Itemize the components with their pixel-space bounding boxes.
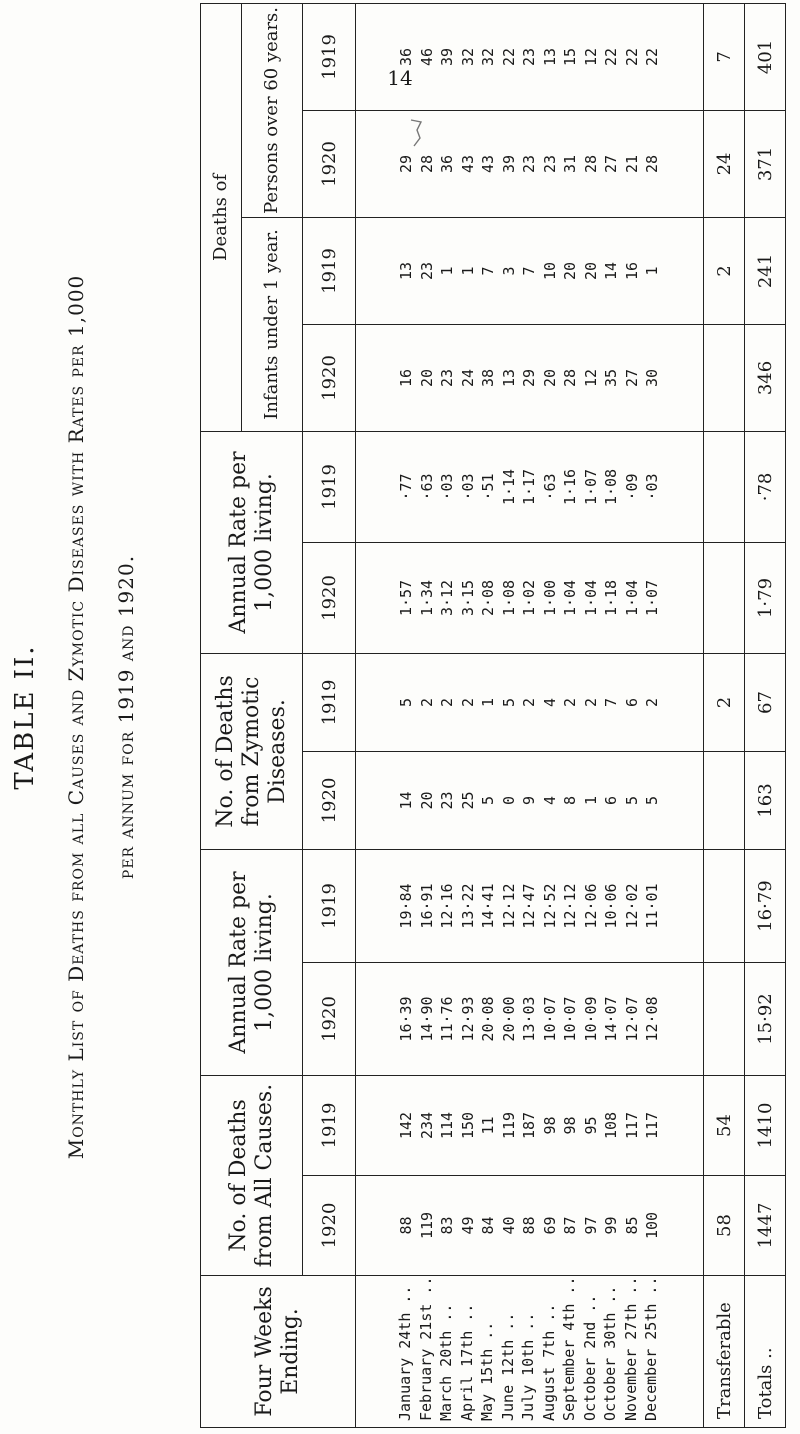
- infants-header: Infants under 1 year.: [242, 217, 303, 431]
- year-header: 1920: [303, 1176, 356, 1276]
- table-cell: 95: [581, 1116, 600, 1135]
- rate-1919-column: [356, 849, 704, 962]
- year-header: 1920: [303, 963, 356, 1076]
- table-cell: ·03: [458, 473, 477, 501]
- table-cell: 43: [458, 154, 477, 173]
- table-cell: 114: [438, 1111, 457, 1140]
- table-title: Monthly List of Deaths from all Causes and Zymotic Diseases with Rates per 1,000: [64, 274, 88, 1160]
- table-cell: 5: [622, 795, 641, 805]
- totals-over60-1919: 401: [745, 3, 786, 110]
- table-cell: 31: [561, 154, 580, 173]
- table-cell: 46: [417, 47, 436, 66]
- table-cell: 1: [458, 266, 477, 276]
- year-header: 1920: [303, 751, 356, 849]
- table-label: TABLE II.: [10, 644, 40, 790]
- table-cell: December 25th ..: [642, 1276, 661, 1421]
- table-cell: 29: [520, 368, 539, 387]
- table-cell: 14·41: [479, 883, 498, 929]
- table-cell: 3: [499, 266, 518, 276]
- table-cell: 12·52: [540, 883, 559, 929]
- table-cell: 12·93: [458, 996, 477, 1042]
- table-cell: 10·07: [540, 996, 559, 1042]
- year-header: 1919: [303, 1076, 356, 1176]
- table-cell: 15: [561, 47, 580, 66]
- table-cell: ·63: [540, 473, 559, 501]
- table-cell: 10: [540, 261, 559, 280]
- table-cell: 6: [622, 697, 641, 707]
- transferable-over60-1920: 24: [704, 110, 745, 217]
- transferable-rate-1920: [704, 963, 745, 1076]
- table-cell: 9: [520, 795, 539, 805]
- table-cell: 99: [602, 1216, 621, 1235]
- table-cell: July 10th ..: [519, 1312, 538, 1421]
- table-cell: 28: [581, 154, 600, 173]
- table-cell: 32: [458, 47, 477, 66]
- table-cell: 23: [540, 154, 559, 173]
- table-cell: 29: [397, 154, 416, 173]
- table-cell: 88: [397, 1216, 416, 1235]
- table-cell: 23: [417, 261, 436, 280]
- table-cell: 4: [540, 795, 559, 805]
- table-cell: 1·34: [417, 579, 436, 617]
- table-cell: 5: [499, 697, 518, 707]
- totals-rate-1919: 16·79: [745, 849, 786, 962]
- totals-zymrate-1919: ·78: [745, 431, 786, 542]
- table-cell: 24: [458, 368, 477, 387]
- table-cell: 20: [417, 368, 436, 387]
- table-cell: 14: [397, 791, 416, 810]
- table-cell: 10·06: [602, 883, 621, 929]
- totals-all-1920: 1447: [745, 1176, 786, 1276]
- table-cell: 100: [643, 1211, 662, 1240]
- table-cell: 1: [643, 266, 662, 276]
- table-cell: 32: [479, 47, 498, 66]
- table-cell: 1·07: [643, 579, 662, 617]
- table-cell: August 7th ..: [539, 1303, 558, 1421]
- year-header: 1919: [303, 3, 356, 110]
- table-cell: 1·02: [520, 579, 539, 617]
- table-cell: 97: [581, 1216, 600, 1235]
- table-cell: 49: [458, 1216, 477, 1235]
- all-causes-rate-header: Annual Rate per 1,000 living.: [201, 849, 303, 1075]
- table-cell: 1·04: [622, 579, 641, 617]
- zymotic-rate-1920-column: [356, 542, 704, 653]
- table-cell: February 21st ..: [416, 1276, 435, 1421]
- transferable-rate-1919: [704, 849, 745, 962]
- totals-zymrate-1920: 1·79: [745, 542, 786, 653]
- period-header: Four Weeks Ending.: [201, 1276, 356, 1428]
- table-cell: 14·90: [417, 996, 436, 1042]
- table-cell: 1·07: [581, 468, 600, 506]
- all-1919-column: [356, 1076, 704, 1176]
- table-cell: 1: [479, 697, 498, 707]
- table-cell: 12·16: [438, 883, 457, 929]
- table-cell: 0: [499, 795, 518, 805]
- table-cell: 40: [499, 1216, 518, 1235]
- page-number: 14: [387, 66, 413, 90]
- table-cell: 10·07: [561, 996, 580, 1042]
- totals-zymotic-1919: 67: [745, 653, 786, 751]
- table-cell: 12·12: [499, 883, 518, 929]
- rate-1920-column: [356, 963, 704, 1076]
- table-cell: 19·84: [397, 883, 416, 929]
- table-cell: 35: [602, 368, 621, 387]
- over60-1919-column: [356, 3, 704, 110]
- table-cell: 85: [622, 1216, 641, 1235]
- table-cell: 27: [602, 154, 621, 173]
- table-cell: 2: [581, 697, 600, 707]
- year-header: 1919: [303, 849, 356, 962]
- totals-over60-1920: 371: [745, 110, 786, 217]
- all-1920-column: [356, 1176, 704, 1276]
- table-cell: 30: [643, 368, 662, 387]
- totals-zymotic-1920: 163: [745, 751, 786, 849]
- table-cell: ·63: [417, 473, 436, 501]
- table-cell: May 15th ..: [478, 1321, 497, 1421]
- table-cell: 23: [438, 791, 457, 810]
- table-cell: 2: [417, 697, 436, 707]
- table-cell: 13·22: [458, 883, 477, 929]
- table-cell: 7: [602, 697, 621, 707]
- table-cell: October 30th ..: [601, 1285, 620, 1421]
- table-cell: 28: [643, 154, 662, 173]
- table-cell: 28: [561, 368, 580, 387]
- table-cell: 7: [479, 266, 498, 276]
- table-cell: 38: [479, 368, 498, 387]
- table-cell: 1·08: [602, 468, 621, 506]
- transferable-zymotic-1919: 2: [704, 653, 745, 751]
- zymotic-rate-header: Annual Rate per 1,000 living.: [201, 431, 303, 653]
- transferable-label: Transferable: [704, 1276, 745, 1428]
- table-cell: 3·15: [458, 579, 477, 617]
- table-cell: 14·07: [602, 996, 621, 1042]
- table-cell: 1·57: [397, 579, 416, 617]
- table-cell: 23: [520, 154, 539, 173]
- year-header: 1919: [303, 217, 356, 324]
- table-cell: 12: [581, 368, 600, 387]
- table-cell: 12·08: [643, 996, 662, 1042]
- table-cell: 23: [438, 368, 457, 387]
- table-cell: 2: [458, 697, 477, 707]
- table-cell: ·03: [438, 473, 457, 501]
- year-header: 1919: [303, 653, 356, 751]
- table-cell: 1·04: [561, 579, 580, 617]
- table-cell: 12·47: [520, 883, 539, 929]
- table-cell: June 12th ..: [498, 1312, 517, 1421]
- table-cell: 20: [417, 791, 436, 810]
- table-cell: 11·76: [438, 996, 457, 1042]
- table-cell: 20: [561, 261, 580, 280]
- table-cell: 1·04: [581, 579, 600, 617]
- totals-label: Totals ..: [745, 1276, 786, 1428]
- table-cell: 98: [540, 1116, 559, 1135]
- transferable-infants-1920: [704, 324, 745, 431]
- table-cell: 187: [520, 1111, 539, 1140]
- table-cell: 22: [602, 47, 621, 66]
- zymotic-rate-1919-column: [356, 431, 704, 542]
- table-cell: 1·17: [520, 468, 539, 506]
- transferable-all-1920: 58: [704, 1176, 745, 1276]
- table-cell: 12: [581, 47, 600, 66]
- table-cell: 21: [622, 154, 641, 173]
- table-cell: 23: [520, 47, 539, 66]
- table-cell: 6: [602, 795, 621, 805]
- table-cell: 69: [540, 1216, 559, 1235]
- table-cell: 84: [479, 1216, 498, 1235]
- table-cell: 88: [520, 1216, 539, 1235]
- zymotic-1920-column: [356, 751, 704, 849]
- table-cell: March 20th ..: [437, 1303, 456, 1421]
- table-cell: 39: [499, 154, 518, 173]
- table-cell: 12·07: [622, 996, 641, 1042]
- table-cell: ·77: [397, 473, 416, 501]
- totals-rate-1920: 15·92: [745, 963, 786, 1076]
- table-cell: 13·03: [520, 996, 539, 1042]
- table-cell: 25: [458, 791, 477, 810]
- year-header: 1920: [303, 324, 356, 431]
- table-cell: September 4th ..: [560, 1276, 579, 1421]
- table-cell: 36: [438, 154, 457, 173]
- table-cell: 11·01: [643, 883, 662, 929]
- table-cell: 13: [540, 47, 559, 66]
- table-cell: 1: [581, 795, 600, 805]
- deaths-table: [200, 3, 786, 1428]
- table-cell: 2: [520, 697, 539, 707]
- table-cell: 1·14: [499, 468, 518, 506]
- year-header: 1920: [303, 110, 356, 217]
- transferable-zymrate-1919: [704, 431, 745, 542]
- all-causes-header: No. of Deaths from All Causes.: [201, 1076, 303, 1276]
- table-cell: 12·06: [581, 883, 600, 929]
- table-cell: 2: [438, 697, 457, 707]
- table-cell: 22: [622, 47, 641, 66]
- table-cell: ·09: [622, 473, 641, 501]
- table-cell: 14: [602, 261, 621, 280]
- table-cell: ·03: [643, 473, 662, 501]
- over60-1920-column: [356, 110, 704, 217]
- table-cell: 22: [499, 47, 518, 66]
- table-cell: 20: [540, 368, 559, 387]
- table-cell: 1: [438, 266, 457, 276]
- infants-1920-column: [356, 324, 704, 431]
- table-cell: 5: [479, 795, 498, 805]
- table-cell: 7: [520, 266, 539, 276]
- table-cell: 1·00: [540, 579, 559, 617]
- table-cell: 10·09: [581, 996, 600, 1042]
- table-cell: 119: [417, 1211, 436, 1240]
- totals-infants-1919: 241: [745, 217, 786, 324]
- table-cell: 2: [561, 697, 580, 707]
- table-cell: 16·39: [397, 996, 416, 1042]
- totals-all-1919: 1410: [745, 1076, 786, 1176]
- table-cell: 4: [540, 697, 559, 707]
- table-cell: 1·16: [561, 468, 580, 506]
- table-cell: 13: [499, 368, 518, 387]
- persons-over-60-header: Persons over 60 years.: [242, 3, 303, 217]
- table-cell: 11: [479, 1116, 498, 1135]
- table-cell: 20: [581, 261, 600, 280]
- table-subtitle: per annum for 1919 and 1920.: [114, 554, 138, 880]
- table-cell: 1·08: [499, 579, 518, 617]
- table-cell: 13: [397, 261, 416, 280]
- table-cell: 20·08: [479, 996, 498, 1042]
- transferable-all-1919: 54: [704, 1076, 745, 1176]
- table-cell: 39: [438, 47, 457, 66]
- table-cell: 20·00: [499, 996, 518, 1042]
- table-cell: 1·18: [602, 579, 621, 617]
- period-column: [356, 1276, 704, 1428]
- table-cell: October 2nd ..: [580, 1294, 599, 1421]
- table-cell: 36: [397, 47, 416, 66]
- table-cell: 16: [622, 261, 641, 280]
- table-cell: 117: [643, 1111, 662, 1140]
- table-cell: 87: [561, 1216, 580, 1235]
- table-cell: 12·02: [622, 883, 641, 929]
- table-cell: 83: [438, 1216, 457, 1235]
- table-cell: 117: [622, 1111, 641, 1140]
- table-cell: 16·91: [417, 883, 436, 929]
- table-cell: 8: [561, 795, 580, 805]
- table-cell: January 24th ..: [396, 1285, 415, 1421]
- table-cell: 43: [479, 154, 498, 173]
- table-cell: 2·08: [479, 579, 498, 617]
- transferable-over60-1919: 7: [704, 3, 745, 110]
- zymotic-1919-column: [356, 653, 704, 751]
- table-cell: 98: [561, 1116, 580, 1135]
- transferable-row: [704, 3, 745, 1427]
- totals-row: [745, 3, 786, 1427]
- transferable-infants-1919: 2: [704, 217, 745, 324]
- table-cell: 16: [397, 368, 416, 387]
- table-cell: 108: [602, 1111, 621, 1140]
- table-cell: 2: [643, 697, 662, 707]
- transferable-zymrate-1920: [704, 542, 745, 653]
- deaths-of-header: Deaths of: [201, 3, 242, 431]
- table-cell: 3·12: [438, 579, 457, 617]
- infants-1919-column: [356, 217, 704, 324]
- table-cell: April 17th ..: [457, 1303, 476, 1421]
- zymotic-header: No. of Deaths from Zymotic Diseases.: [201, 653, 303, 849]
- totals-infants-1920: 346: [745, 324, 786, 431]
- table-cell: 27: [622, 368, 641, 387]
- year-header: 1919: [303, 431, 356, 542]
- table-cell: 5: [397, 697, 416, 707]
- table-cell: 5: [643, 795, 662, 805]
- table-cell: November 27th ..: [621, 1276, 640, 1421]
- table-cell: 150: [458, 1111, 477, 1140]
- transferable-zymotic-1920: [704, 751, 745, 849]
- table-cell: 22: [643, 47, 662, 66]
- table-cell: 12·12: [561, 883, 580, 929]
- table-cell: 28: [417, 154, 436, 173]
- year-header: 1920: [303, 542, 356, 653]
- table-cell: ·51: [479, 473, 498, 501]
- table-cell: 142: [397, 1111, 416, 1140]
- table-cell: 234: [417, 1111, 436, 1140]
- table-cell: 119: [499, 1111, 518, 1140]
